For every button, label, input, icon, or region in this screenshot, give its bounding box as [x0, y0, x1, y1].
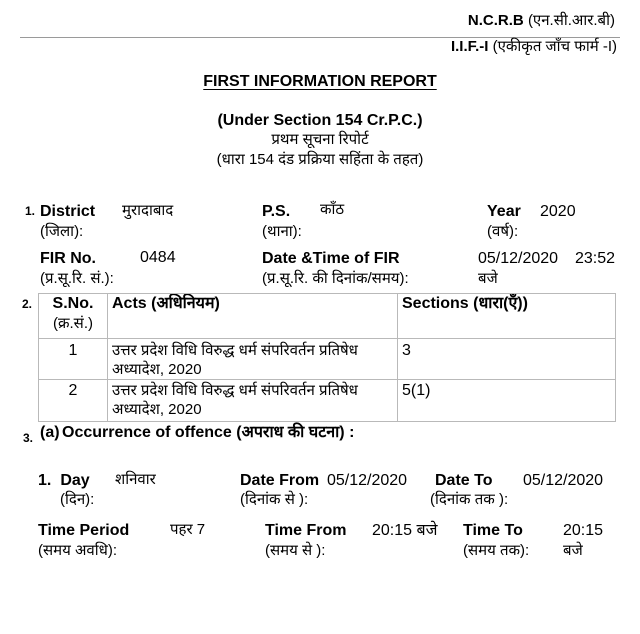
under-section-note-hi: (धारा 154 दंड प्रक्रिया सहिंता के तहत)	[216, 151, 424, 168]
row-act-line: अध्यादेश, 2020	[112, 361, 202, 378]
occurrence-heading: Occurrence of offence (अपराध की घटना) :	[62, 424, 355, 441]
row-act-line: उत्तर प्रदेश विधि विरुद्ध धर्म संपरिवर्तन प्रतिषेध	[112, 342, 358, 359]
row-act-line: उत्तर प्रदेश विधि विरुद्ध धर्म संपरिवर्तन प्रतिषेध	[112, 382, 358, 399]
row-section-cell	[398, 380, 616, 422]
day-value: शनिवार	[115, 471, 156, 488]
date-from-label: Date From	[240, 472, 320, 489]
section-3-sub-label: (a)	[40, 424, 60, 441]
district-value: मुरादाबाद	[122, 202, 174, 219]
district-label: District	[40, 203, 96, 220]
row-section-cell	[398, 339, 616, 380]
sno-header-label: S.No.	[52, 295, 94, 312]
district-label-hi: (जिला):	[40, 223, 84, 240]
form-header	[451, 37, 617, 57]
table-row	[39, 380, 616, 422]
section-2-number: 2.	[22, 297, 33, 311]
ncrb-label: N.C.R.B	[467, 12, 524, 29]
row-sno: 2	[68, 382, 78, 399]
day-label-hi: (दिन):	[60, 491, 95, 508]
year-value: 2020	[540, 203, 576, 220]
time-from-label: Time From	[265, 522, 347, 539]
section-1-number: 1.	[25, 204, 36, 218]
row-act-cell	[108, 380, 398, 422]
document-title: FIRST INFORMATION REPORT	[203, 73, 437, 90]
fir-number-value: 0484	[140, 249, 176, 266]
fir-time-value: 23:52	[575, 250, 616, 267]
year-label-hi: (वर्ष):	[487, 223, 519, 240]
year-label: Year	[487, 203, 521, 220]
form-label-hi: (एकीकृत जाँच फार्म -I)	[492, 38, 617, 55]
ncrb-label-hi: (एन.सी.आर.बी)	[527, 12, 615, 29]
police-station-value: काँठ	[320, 201, 345, 218]
time-period-label-hi: (समय अवधि):	[38, 542, 118, 559]
date-to-label: Date To	[435, 472, 493, 489]
row-section: 5(1)	[402, 382, 431, 399]
time-from-value: 20:15 बजे	[372, 522, 438, 539]
row-act-cell	[108, 339, 398, 380]
time-period-label: Time Period	[38, 522, 130, 539]
sections-header-label: Sections (धारा(एँ))	[402, 295, 528, 312]
time-to-label-hi: (समय तक):	[463, 542, 530, 559]
under-section-note: (Under Section 154 Cr.P.C.)	[217, 112, 423, 129]
acts-sections-table	[38, 293, 616, 422]
police-station-label-hi: (थाना):	[262, 223, 302, 240]
section-3-number: 3.	[23, 431, 34, 445]
date-to-label-hi: (दिनांक तक ):	[430, 491, 509, 508]
row-sno-cell	[39, 380, 108, 422]
table-row	[39, 339, 616, 380]
column-header-acts	[108, 294, 398, 339]
day-label	[38, 471, 90, 491]
time-from-label-hi: (समय से ):	[265, 542, 326, 559]
acts-header-label: Acts (अधिनियम)	[112, 295, 220, 312]
table-header-row	[39, 294, 616, 339]
form-label: I.I.F.-I	[450, 38, 489, 55]
date-to-value: 05/12/2020	[523, 472, 604, 489]
fir-datetime-label: Date &Time of FIR	[262, 250, 400, 267]
fir-date-value: 05/12/2020	[478, 250, 559, 267]
row-sno: 1	[68, 342, 78, 359]
fir-number-label: FIR No.	[40, 250, 96, 267]
ncrb-header	[468, 11, 615, 31]
day-label-text: Day	[60, 472, 90, 489]
row-act-line: अध्यादेश, 2020	[112, 401, 202, 418]
column-header-sections	[398, 294, 616, 339]
sno-header-label-hi: (क्र.सं.)	[53, 315, 93, 332]
row-sno-cell	[39, 339, 108, 380]
time-to-suffix: बजे	[563, 542, 583, 559]
time-to-value: 20:15	[563, 522, 604, 539]
fir-time-suffix: बजे	[478, 270, 498, 287]
fir-datetime-label-hi: (प्र.सू.रि. की दिनांक/समय):	[262, 270, 409, 287]
fir-number-label-hi: (प्र.सू.रि. सं.):	[40, 270, 114, 287]
document-title-hi: प्रथम सूचना रिपोर्ट	[271, 131, 369, 148]
day-item-number: 1.	[38, 472, 52, 489]
date-from-value: 05/12/2020	[327, 472, 408, 489]
time-to-label: Time To	[463, 522, 523, 539]
time-period-value: पहर 7	[170, 521, 206, 538]
column-header-sno	[39, 294, 108, 339]
police-station-label: P.S.	[262, 203, 291, 220]
row-section: 3	[402, 342, 411, 359]
date-from-label-hi: (दिनांक से ):	[240, 491, 309, 508]
